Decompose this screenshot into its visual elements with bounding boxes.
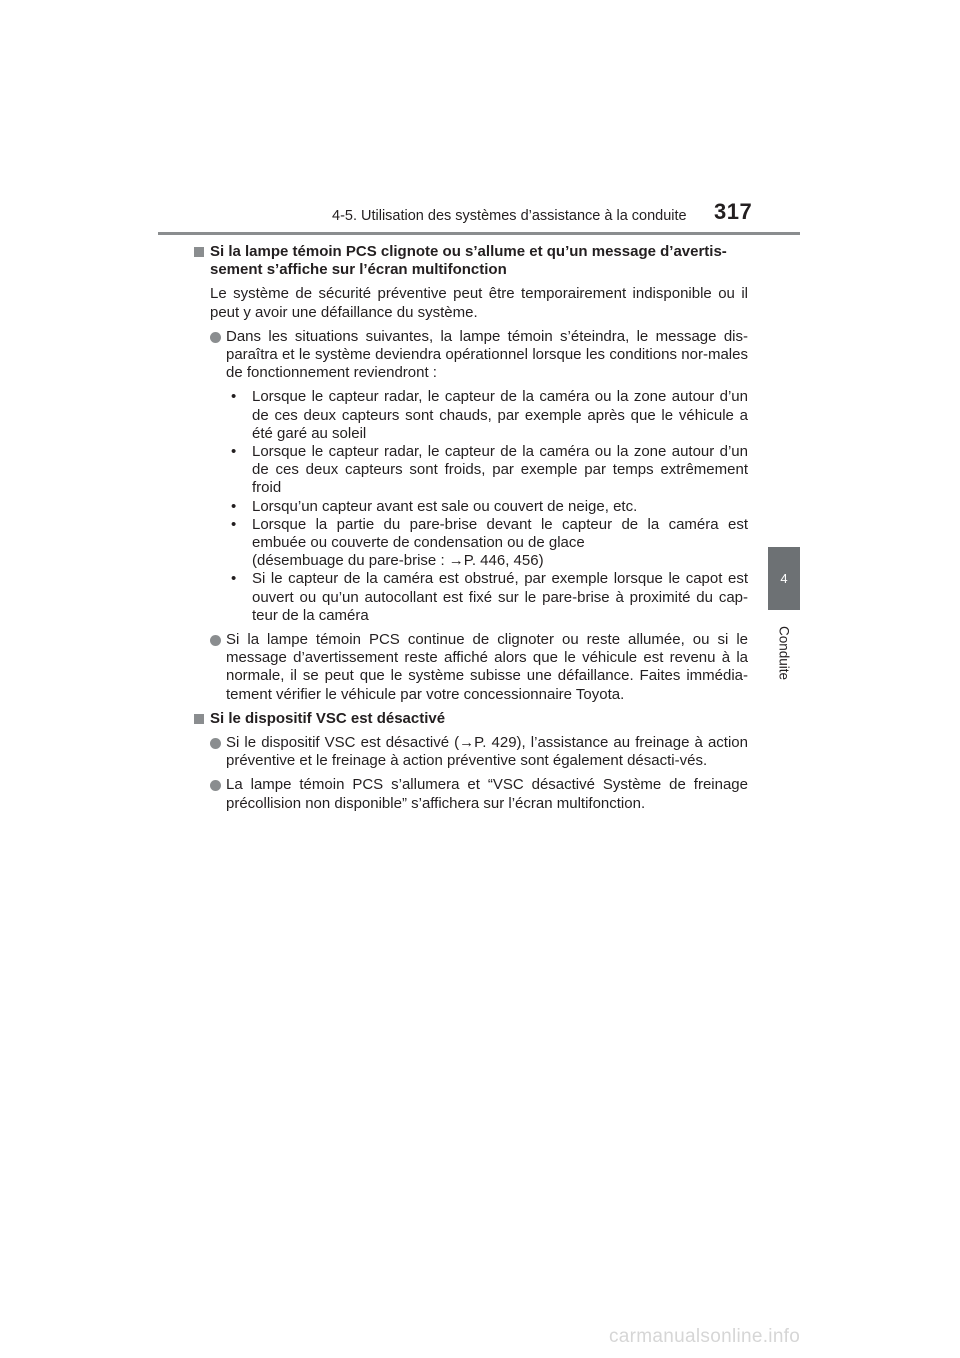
list-item-text: Si la lampe témoin PCS continue de clignoter ou reste allumée, ou si le message d’avertissement reste affiché alors que le véhicule est revenu à la normale, il se peut que le système subisse une défaillance. Faites immédia-tement vérifier le véhicule par votre concessionnaire Toyota. [226, 631, 748, 703]
section-heading-pcs [194, 243, 748, 279]
list-item-text: La lampe témoin PCS s’allumera et “VSC désactivé Système de freinage précollision non disponible” s’affichera sur l’écran multifonction. [226, 776, 748, 812]
section-heading-line: Si la lampe témoin PCS clignote ou s’allume et qu’un message d’avertis- [210, 243, 727, 260]
list-item [210, 776, 748, 812]
header-rule [158, 232, 800, 235]
dot-marker: • [231, 443, 237, 461]
intro-paragraph: Le système de sécurité préventive peut être temporairement indisponible ou il peut y avoir une défaillance du système. [210, 285, 748, 321]
square-bullet-icon [194, 714, 204, 724]
sub-list-text: Lorsque le capteur radar, le capteur de la caméra ou la zone autour d’un de ces deux capteurs sont chauds, par exemple après que le véhicule a été garé au soleil [252, 388, 748, 442]
page-number: 317 [714, 199, 753, 224]
chapter-tab[interactable]: 4 [768, 547, 800, 610]
sub-list [210, 388, 748, 625]
dot-marker: • [231, 570, 237, 588]
list-item-text: Dans les situations suivantes, la lampe témoin s’éteindra, le message dis-paraîtra et le système deviendra opérationnel lorsque les conditions nor-males de fonctionnement reviendront : [226, 327, 748, 382]
list-item [210, 631, 748, 704]
list-item-text: Si le dispositif VSC est désactivé (→P. 429), l’assistance au freinage à action préventive et le freinage à action préventive sont également désacti-vés. [226, 734, 748, 770]
circle-bullet-icon [210, 635, 221, 646]
circle-bullet-icon [210, 332, 221, 343]
sub-list-item [226, 516, 748, 552]
sub-list-text: Lorsque la partie du pare-brise devant le capteur de la caméra est embuée ou couverte de condensation ou de glace [252, 515, 748, 552]
sub-list-text: Lorsque le capteur radar, le capteur de la caméra ou la zone autour d’un de ces deux capteurs sont froids, par exemple par temps extrêmement froid [252, 443, 748, 497]
chapter-label-text: Conduite [776, 625, 792, 681]
sub-list-continuation [226, 552, 748, 570]
chapter-tab-label [772, 618, 796, 688]
sub-list-item [226, 498, 748, 516]
square-bullet-icon [194, 247, 204, 257]
sub-list-item [226, 570, 748, 625]
list-item [210, 328, 748, 383]
circle-bullet-icon [210, 780, 221, 791]
main-content [210, 243, 748, 813]
dot-marker: • [231, 497, 237, 515]
header-title: 4-5. Utilisation des systèmes d’assistance à la conduite [332, 208, 687, 224]
sub-list-item [226, 388, 748, 443]
circle-bullet-icon [210, 738, 221, 749]
watermark-link[interactable]: carmanualsonline.info [609, 1326, 801, 1347]
sub-list-text: Si le capteur de la caméra est obstrué, par exemple lorsque le capot est ouvert ou qu’un autocollant est fixé sur le pare-brise à proximité du cap-teur de la caméra [252, 570, 748, 624]
sub-list-text: (désembuage du pare-brise : →P. 446, 456) [252, 552, 544, 570]
dot-marker: • [231, 515, 237, 533]
section-heading-line: Si le dispositif VSC est désactivé [210, 709, 446, 727]
section-heading-line: sement s’affiche sur l’écran multifonction [210, 261, 507, 279]
section-heading-vsc [194, 710, 748, 728]
sub-list-item [226, 443, 748, 498]
dot-marker: • [231, 388, 237, 406]
list-item [210, 734, 748, 770]
sub-list-text: Lorsqu’un capteur avant est sale ou couvert de neige, etc. [252, 497, 638, 515]
